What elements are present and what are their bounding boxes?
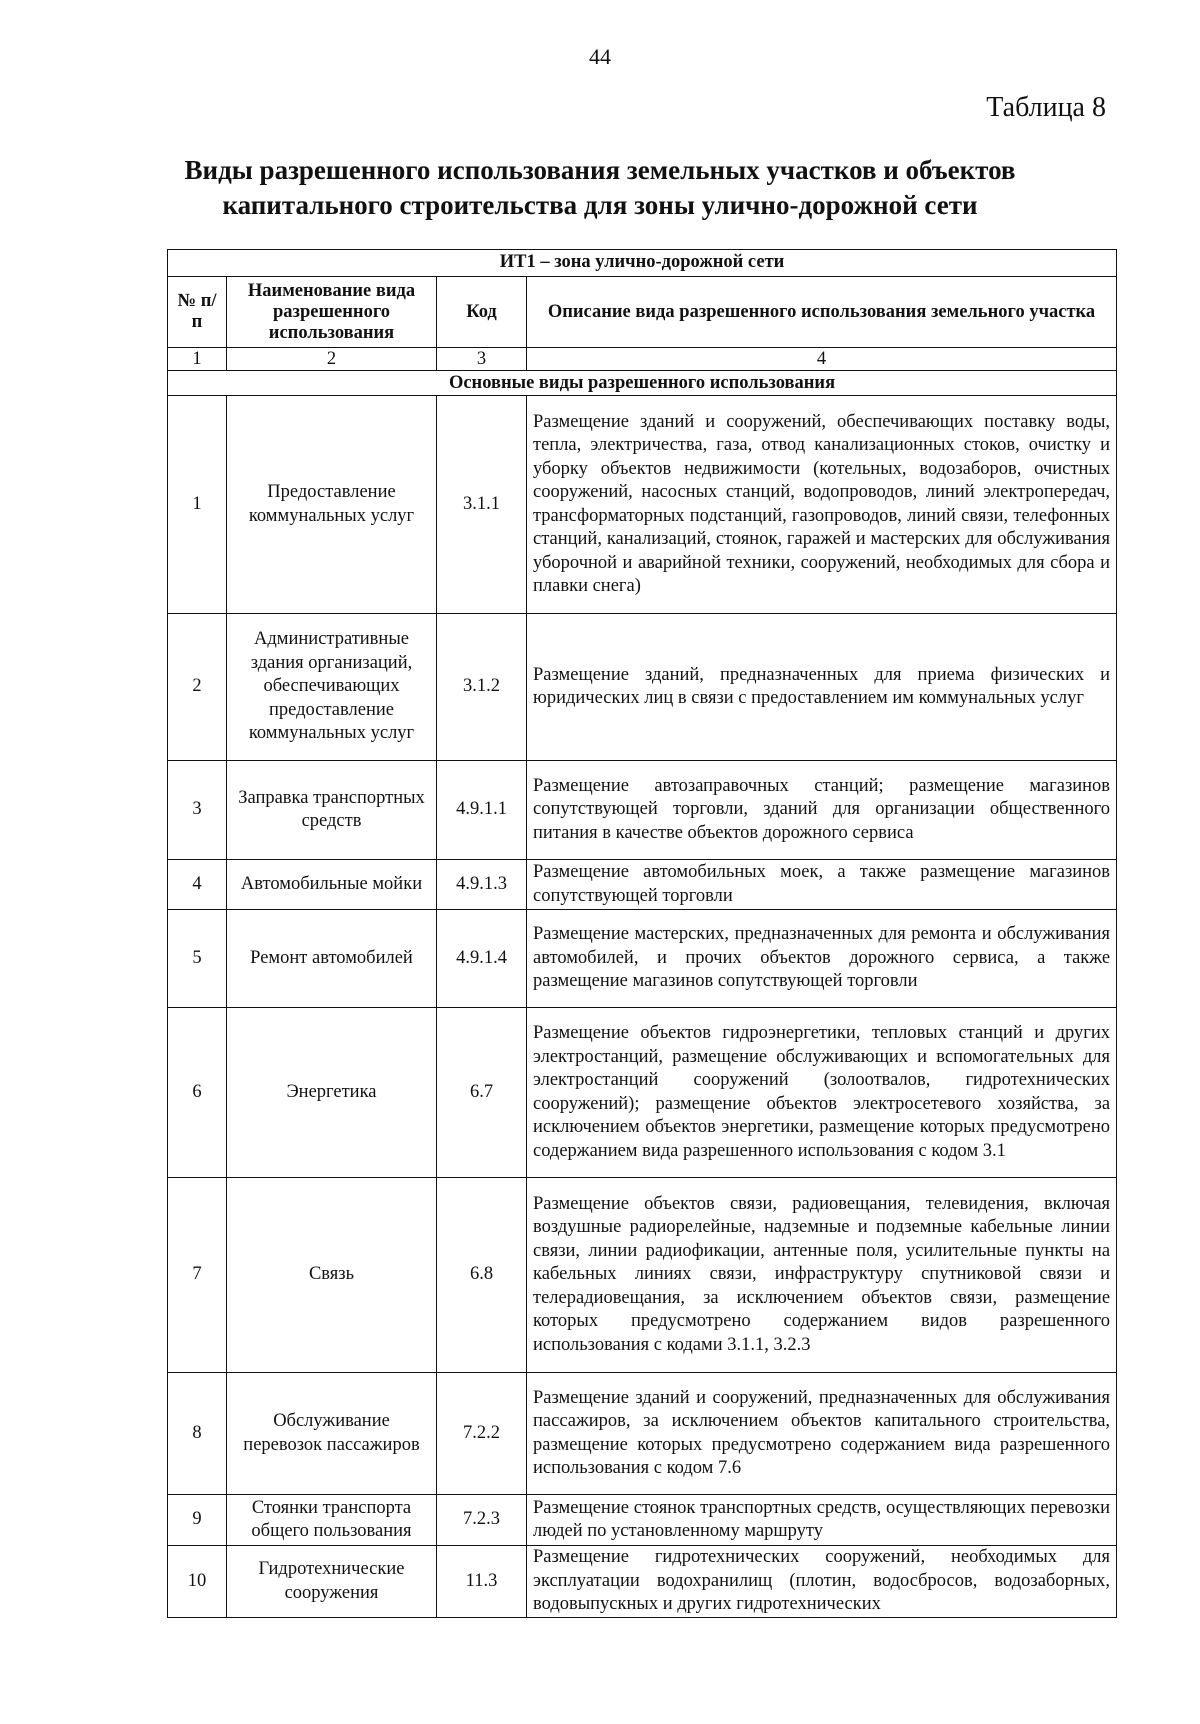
row-code: 6.7 (437, 1008, 527, 1178)
row-desc: Размещение объектов гидроэнергетики, тепловых станций и других электростанций, размещение обслуживающих и вспомогательных для электростанций сооружений (золоотвалов, гидротехнических сооружений); размещение объектов электросетевого хозяйства, за исключением объектов энергетики, размещение которых предусмотрено содержанием вида разрешенного использования с кодом 3.1 (527, 1008, 1117, 1178)
page-number: 44 (589, 44, 611, 69)
column-number: 4 (527, 348, 1117, 371)
row-code: 3.1.1 (437, 396, 527, 614)
table-row (168, 761, 1117, 860)
row-code: 4.9.1.3 (437, 860, 527, 910)
table-row (168, 1546, 1117, 1618)
row-name: Гидротехнические сооружения (227, 1546, 437, 1618)
row-code: 7.2.3 (437, 1495, 527, 1546)
section-title-row (168, 371, 1117, 396)
column-number-row (168, 348, 1117, 371)
row-desc: Размещение объектов связи, радиовещания, телевидения, включая воздушные радиорелейные, надземные и подземные кабельные линии связи, линии радиофикации, антенные поля, усилительные пункты на кабельных линиях связи, инфраструктуру спутниковой связи и телерадиовещания, за исключением объектов связи, размещение которых предусмотрено содержанием видов разрешенного использования с кодами 3.1.1, 3.2.3 (527, 1178, 1117, 1373)
column-number: 2 (227, 348, 437, 371)
header-code: Код (437, 277, 527, 348)
row-num: 2 (168, 614, 227, 761)
table-row (168, 396, 1117, 614)
row-num: 1 (168, 396, 227, 614)
row-desc: Размещение зданий и сооружений, обеспечивающих поставку воды, тепла, электричества, газа, отвод канализационных стоков, очистку и уборку объектов недвижимости (котельных, водозаборов, очистных сооружений, насосных станций, водопроводов, линий электропередач, трансформаторных подстанций, газопроводов, линий связи, телефонных станций, канализаций, стоянок, гаражей и мастерских для обслуживания уборочной и аварийной техники, сооружений, необходимых для сбора и плавки снега) (527, 396, 1117, 614)
header-row (168, 277, 1117, 348)
header-name: Наименование вида разрешенного использования (227, 277, 437, 348)
row-name: Автомобильные мойки (227, 860, 437, 910)
row-num: 6 (168, 1008, 227, 1178)
row-num: 3 (168, 761, 227, 860)
table-label: Таблица 8 (986, 92, 1106, 123)
row-num: 5 (168, 910, 227, 1008)
header-num: № п/п (168, 277, 227, 348)
zone-title-row (168, 250, 1117, 277)
header-desc: Описание вида разрешенного использования земельного участка (527, 277, 1117, 348)
table-row (168, 614, 1117, 761)
zone-title: ИТ1 – зона улично-дорожной сети (168, 250, 1117, 277)
row-name: Ремонт автомобилей (227, 910, 437, 1008)
row-desc: Размещение мастерских, предназначенных для ремонта и обслуживания автомобилей, и прочих объектов дорожного сервиса, а также размещение магазинов сопутствующей торговли (527, 910, 1117, 1008)
table-row (168, 910, 1117, 1008)
row-name: Стоянки транспорта общего пользования (227, 1495, 437, 1546)
row-desc: Размещение зданий и сооружений, предназначенных для обслуживания пассажиров, за исключением объектов капитального строительства, размещение которых предусмотрено содержанием вида разрешенного использования с кодом 7.6 (527, 1373, 1117, 1495)
row-name: Административные здания организаций, обеспечивающих предоставление коммунальных услуг (227, 614, 437, 761)
row-code: 3.1.2 (437, 614, 527, 761)
table-row (168, 1178, 1117, 1373)
row-code: 11.3 (437, 1546, 527, 1618)
row-name: Предоставление коммунальных услуг (227, 396, 437, 614)
row-num: 10 (168, 1546, 227, 1618)
row-num: 7 (168, 1178, 227, 1373)
document-title (0, 153, 1200, 223)
column-number: 3 (437, 348, 527, 371)
row-desc: Размещение автозаправочных станций; размещение магазинов сопутствующей торговли, зданий для организации общественного питания в качестве объектов дорожного сервиса (527, 761, 1117, 860)
row-code: 4.9.1.1 (437, 761, 527, 860)
row-code: 7.2.2 (437, 1373, 527, 1495)
table-row (168, 860, 1117, 910)
table-row (168, 1373, 1117, 1495)
row-code: 4.9.1.4 (437, 910, 527, 1008)
document-title-line-2: капитального строительства для зоны улично-дорожной сети (222, 190, 978, 220)
row-name: Заправка транспортных средств (227, 761, 437, 860)
section-title: Основные виды разрешенного использования (168, 371, 1117, 396)
row-code: 6.8 (437, 1178, 527, 1373)
table-row (168, 1495, 1117, 1546)
row-desc: Размещение зданий, предназначенных для приема физических и юридических лиц в связи с предоставлением им коммунальных услуг (527, 614, 1117, 761)
column-number: 1 (168, 348, 227, 371)
row-desc: Размещение стоянок транспортных средств, осуществляющих перевозки людей по установленному маршруту (527, 1495, 1117, 1546)
row-name: Энергетика (227, 1008, 437, 1178)
row-num: 9 (168, 1495, 227, 1546)
document-title-line-1: Виды разрешенного использования земельных участков и объектов (184, 155, 1016, 185)
row-desc: Размещение автомобильных моек, а также размещение магазинов сопутствующей торговли (527, 860, 1117, 910)
row-num: 8 (168, 1373, 227, 1495)
row-desc: Размещение гидротехнических сооружений, необходимых для эксплуатации водохранилищ (плотин, водосбросов, водозаборных, водовыпускных и других гидротехнических (527, 1546, 1117, 1618)
row-name: Связь (227, 1178, 437, 1373)
land-use-table (167, 249, 1117, 1618)
table-row (168, 1008, 1117, 1178)
row-num: 4 (168, 860, 227, 910)
row-name: Обслуживание перевозок пассажиров (227, 1373, 437, 1495)
